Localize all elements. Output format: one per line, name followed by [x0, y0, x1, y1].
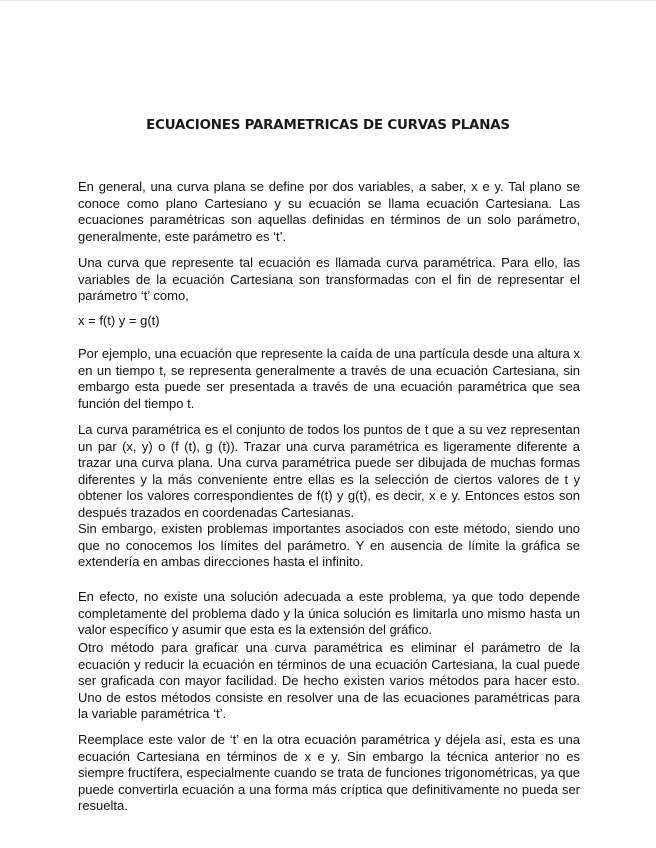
document-title: ECUACIONES PARAMETRICAS DE CURVAS PLANAS [146, 118, 510, 133]
paragraph-point-set: La curva paramétrica es el conjunto de todos los puntos de t que a su vez representan un par (x, y) o (f (t), g (t)). Trazar una curva paramétrica es ligeramente diferente a trazar una curva plana. Una curva paramétrica puede ser dibujada de muchas formas diferentes y la más conveniente entre ellas es la selección de ciertos valores de t y obtener los valores correspondientes de f(t) y g(t), es decir, x e y. Entonces estos son después trazados en coordenadas Cartesianas. [78, 422, 580, 520]
paragraph-solution: En efecto, no existe una solución adecuada a este problema, ya que todo depende completamente del problema dado y la única solución es limitarla uno mismo hasta un valor específico y asumir que esta es la extensión del gráfico. [78, 589, 580, 638]
paragraph-equation: x = f(t) y = g(t) [78, 313, 160, 328]
paragraph-elimination: Otro método para graficar una curva paramétrica es eliminar el parámetro de la ecuación y reducir la ecuación en términos de una ecuación Cartesiana, la cual puede ser graficada con mayor facilidad. De hecho existen varios métodos para hacer esto. Uno de estos métodos consiste en resolver una de las ecuaciones paramétricas para la variable paramétrica ‘t’. [78, 640, 580, 722]
paragraph-problems: Sin embargo, existen problemas importantes asociados con este método, siendo uno que no conocemos los límites del parámetro. Y en ausencia de límite la gráfica se extendería en ambas direcciones hasta el infinito. [78, 521, 580, 570]
paragraph-example: Por ejemplo, una ecuación que represente la caída de una partícula desde una altura x en un tiempo t, se representa generalmente a través de una ecuación Cartesiana, sin embargo esta puede ser presentada a través de una ecuación paramétrica que sea función del tiempo t. [78, 346, 580, 411]
paragraph-replacement: Reemplace este valor de ‘t’ en la otra ecuación paramétrica y déjela así, esta es una ecuación Cartesiana en términos de x e y. Sin embargo la técnica anterior no es siempre fructífera, especialmente cuando se trata de funciones trigonométricas, ya que puede convertirla ecuación a una forma más críptica que definitivamente no pueda ser resuelta. [78, 732, 580, 814]
paragraph-parametric-curve: Una curva que represente tal ecuación es llamada curva paramétrica. Para ello, las variables de la ecuación Cartesiana son transformadas con el fin de representar el parámetro ‘t’ como, [78, 255, 580, 304]
paragraph-intro: En general, una curva plana se define por dos variables, a saber, x e y. Tal plano se conoce como plano Cartesiano y su ecuación se llama ecuación Cartesiana. Las ecuaciones paramétricas son aquellas definidas en términos de un solo parámetro, generalmente, este parámetro es ‘t’. [78, 179, 580, 244]
